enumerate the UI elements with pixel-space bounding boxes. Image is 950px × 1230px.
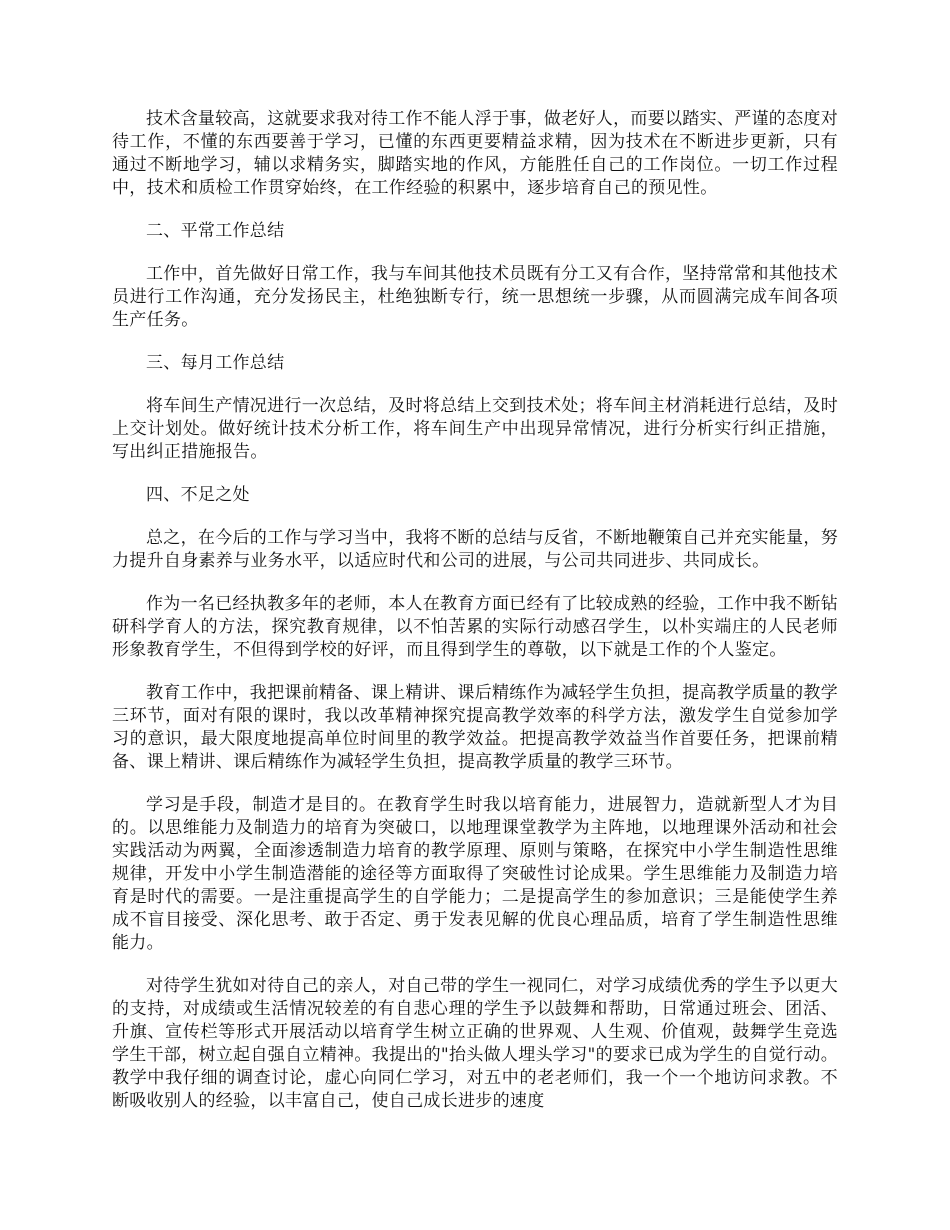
paragraph-5: 作为一名已经执教多年的老师，本人在教育方面已经有了比较成熟的经验，工作中我不断钻研科学育人的方法，探究教育规律，以不怕苦累的实际行动感召学生，以朴实端庄的人民老师形象教育学生，不但得到学校的好评，而且得到学生的尊敬，以下就是工作的个人鉴定。 xyxy=(112,594,838,660)
section-heading-4: 四、不足之处 xyxy=(146,485,250,505)
paragraph-4: 总之，在今后的工作与学习当中，我将不断的总结与反省，不断地鞭策自己并充实能量，努力提升自身素养与业务水平，以适应时代和公司的进展，与公司共同进步、共同成长。 xyxy=(112,528,838,571)
paragraph-2: 工作中，首先做好日常工作，我与车间其他技术员既有分工又有合作，坚持常常和其他技术员进行工作沟通，充分发扬民主，杜绝独断专行，统一思想统一步骤，从而圆满完成车间各项生产任务。 xyxy=(112,264,838,330)
paragraph-1: 技术含量较高，这就要求我对待工作不能人浮于事，做老好人，而要以踏实、严谨的态度对待工作，不懂的东西要善于学习，已懂的东西更要精益求精，因为技术在不断进步更新，只有通过不断地学习，辅以求精务实，脚踏实地的作风，方能胜任自己的工作岗位。一切工作过程中，技术和质检工作贯穿始终，在工作经验的积累中，逐步培育自己的预见性。 xyxy=(112,109,838,198)
paragraph-7: 学习是手段，制造才是目的。在教育学生时我以培育能力，进展智力，造就新型人才为目的。以思维能力及制造力的培育为突破口，以地理课堂教学为主阵地，以地理课外活动和社会实践活动为两翼，全面渗透制造力培育的教学原理、原则与策略，在探究中小学生制造性思维规律，开发中小学生制造潜能的途径等方面取得了突破性讨论成果。学生思维能力及制造力培育是时代的需要。一是注重提高学生的自学能力；二是提高学生的参加意识；三是能使学生养成不盲目接受、深化思考、敢于否定、勇于发表见解的优良心理品质，培育了学生制造性思维能力。 xyxy=(112,795,838,953)
section-heading-2: 二、平常工作总结 xyxy=(146,221,285,241)
paragraph-6: 教育工作中，我把课前精备、课上精讲、课后精练作为减轻学生负担，提高教学质量的教学三环节，面对有限的课时，我以改革精神探究提高教学效率的科学方法，激发学生自觉参加学习的意识，最大限度地提高单位时间里的教学效益。把提高教学效益当作首要任务，把课前精备、课上精讲、课后精练作为减轻学生负担，提高教学质量的教学三环节。 xyxy=(112,683,838,772)
paragraph-8: 对待学生犹如对待自己的亲人，对自己带的学生一视同仁，对学习成绩优秀的学生予以更大的支持，对成绩或生活情况较差的有自悲心理的学生予以鼓舞和帮助，日常通过班会、团活、升旗、宣传栏等形式开展活动以培育学生树立正确的世界观、人生观、价值观，鼓舞学生竞选学生干部，树立起自强自立精神。我提出的"抬头做人埋头学习"的要求已成为学生的自觉行动。教学中我仔细的调查讨论，虚心向同仁学习，对五中的老老师们，我一个一个地访问求教。不断吸收别人的经验，以丰富自己，使自己成长进步的速度 xyxy=(112,976,838,1111)
paragraph-3: 将车间生产情况进行一次总结，及时将总结上交到技术处；将车间主材消耗进行总结，及时上交计划处。做好统计技术分析工作，将车间生产中出现异常情况，进行分析实行纠正措施，写出纠正措施报告。 xyxy=(112,396,838,462)
section-heading-3: 三、每月工作总结 xyxy=(146,353,285,373)
